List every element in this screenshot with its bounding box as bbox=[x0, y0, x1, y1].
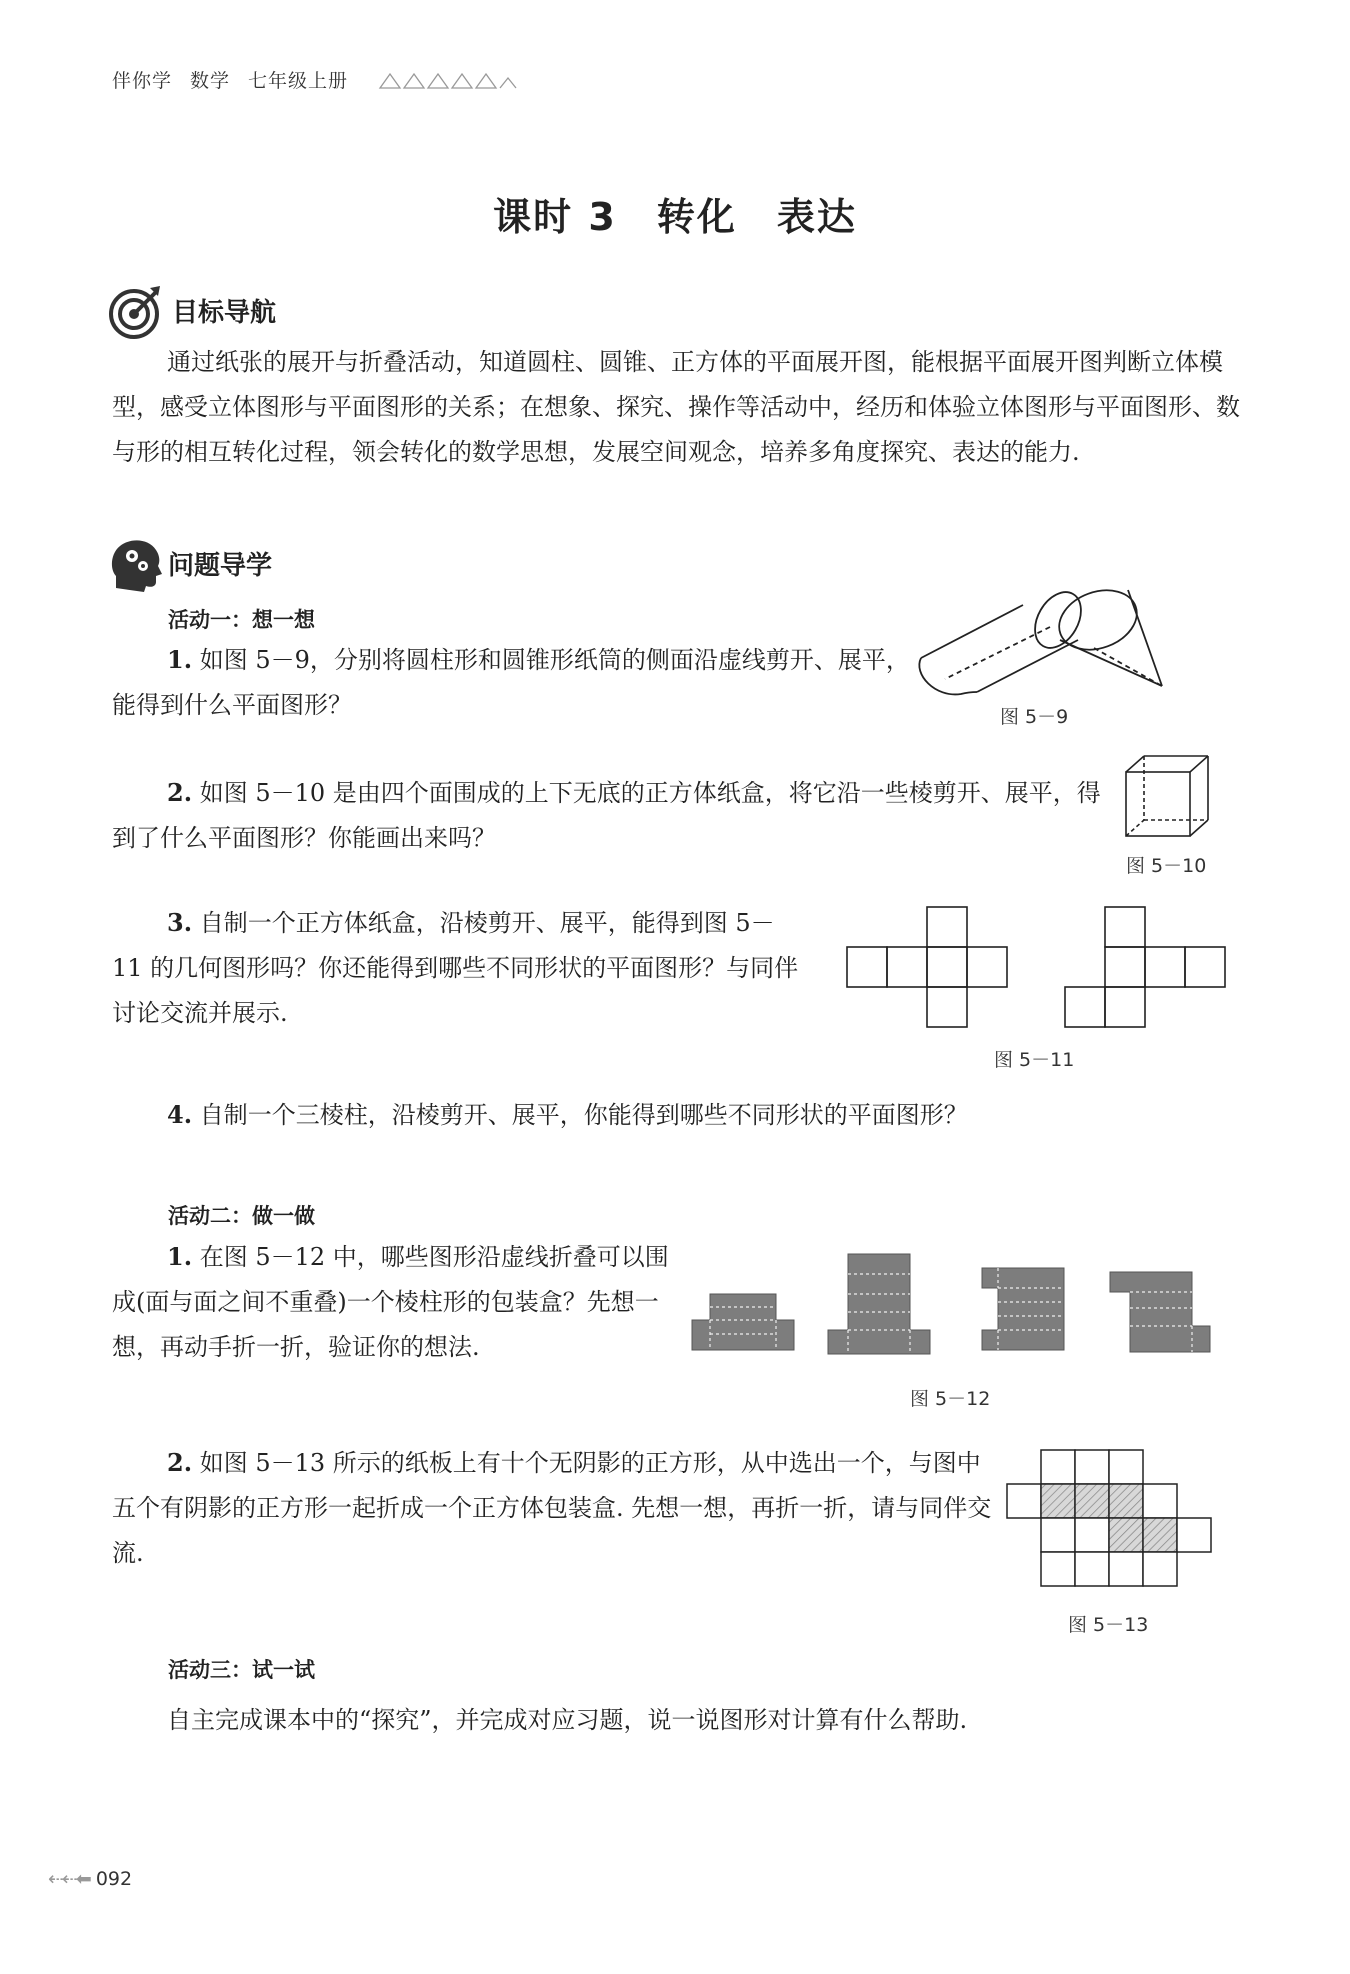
guide-heading: 问题导学 bbox=[168, 551, 273, 581]
grade-name: 七年级上册 bbox=[248, 70, 349, 92]
cube-net-cross bbox=[847, 905, 1007, 1029]
page-footer bbox=[48, 1868, 132, 1890]
question-text: 如图 5－10 是由四个面围成的上下无底的正方体纸盒，将它沿一些棱剪开、展平，得到了什么平面图形？你能画出来吗？ bbox=[112, 779, 1101, 852]
open-cube-figure bbox=[1122, 752, 1214, 844]
prism-net-3 bbox=[980, 1266, 1066, 1352]
activity2-title: 活动二：做一做 bbox=[168, 1204, 315, 1228]
fig-5-12-caption: 图 5－12 bbox=[910, 1388, 991, 1410]
activity3-title: 活动三：试一试 bbox=[168, 1658, 315, 1682]
subject-name: 数学 bbox=[190, 70, 231, 92]
cube-grid-figure bbox=[1005, 1448, 1215, 1588]
activity1-question-2 bbox=[112, 770, 1112, 861]
activity2-question-1 bbox=[112, 1234, 682, 1370]
activity1-question-1 bbox=[112, 637, 912, 728]
prism-net-1 bbox=[690, 1250, 800, 1350]
question-number: 4. bbox=[167, 1100, 193, 1129]
question-number: 1. bbox=[167, 1242, 193, 1271]
lesson-number: 课时 3 bbox=[493, 195, 617, 239]
lesson-topic-2: 表达 bbox=[776, 195, 857, 239]
target-icon bbox=[108, 284, 164, 340]
head-gears-icon bbox=[108, 536, 164, 594]
activity3-text: 自主完成课本中的“探究”，并完成对应习题，说一说图形对计算有什么帮助. bbox=[167, 1706, 968, 1734]
question-number: 2. bbox=[167, 778, 193, 807]
question-text: 自制一个正方体纸盒，沿棱剪开、展平，能得到图 5－11 的几何图形吗？你还能得到哪些不同形状的平面图形？与同伴讨论交流并展示. bbox=[112, 909, 799, 1027]
activity2-question-2 bbox=[112, 1440, 992, 1576]
question-number: 2. bbox=[167, 1448, 193, 1477]
fig-5-11-caption: 图 5－11 bbox=[994, 1049, 1075, 1071]
goals-heading: 目标导航 bbox=[172, 298, 277, 328]
fig-5-13-caption: 图 5－13 bbox=[1068, 1614, 1149, 1636]
triangle-decoration bbox=[378, 72, 518, 90]
activity1-question-4 bbox=[112, 1092, 1242, 1138]
question-text: 自制一个三棱柱，沿棱剪开、展平，你能得到哪些不同形状的平面图形？ bbox=[199, 1101, 968, 1129]
activity1-title: 活动一：想一想 bbox=[168, 608, 315, 632]
question-number: 1. bbox=[167, 645, 193, 674]
prism-net-2 bbox=[826, 1252, 932, 1356]
arrows-icon: ⇠⇠⬅ bbox=[48, 1868, 90, 1890]
question-text: 在图 5－12 中，哪些图形沿虚线折叠可以围成(面与面之间不重叠)一个棱柱形的包装盒？先想一想，再动手折一折，验证你的想法. bbox=[112, 1243, 669, 1361]
activity1-question-3 bbox=[112, 900, 802, 1036]
book-name: 伴你学 bbox=[112, 70, 173, 92]
prism-net-4 bbox=[1108, 1270, 1212, 1354]
fig-5-9-caption: 图 5－9 bbox=[1000, 706, 1069, 728]
cone-figure bbox=[1050, 578, 1170, 690]
cube-net-staircase bbox=[1063, 905, 1227, 1029]
lesson-topic-1: 转化 bbox=[656, 195, 737, 239]
lesson-title bbox=[0, 186, 1350, 241]
question-text: 如图 5－9，分别将圆柱形和圆锥形纸筒的侧面沿虚线剪开、展平，能得到什么平面图形？ bbox=[112, 646, 910, 719]
running-header bbox=[112, 66, 366, 93]
page-number: 092 bbox=[95, 1868, 133, 1890]
question-number: 3. bbox=[167, 908, 193, 937]
fig-5-10-caption: 图 5－10 bbox=[1126, 855, 1207, 877]
question-text: 如图 5－13 所示的纸板上有十个无阴影的正方形，从中选出一个，与图中五个有阴影的正方形一起折成一个正方体包装盒. 先想一想，再折一折，请与同伴交流. bbox=[112, 1449, 992, 1567]
goals-text: 通过纸张的展开与折叠活动，知道圆柱、圆锥、正方体的平面展开图，能根据平面展开图判断立体模型，感受立体图形与平面图形的关系；在想象、探究、操作等活动中，经历和体验立体图形与平面图形、数与形的相互转化过程，领会转化的数学思想，发展空间观念，培养多角度探究、表达的能力. bbox=[112, 348, 1240, 466]
